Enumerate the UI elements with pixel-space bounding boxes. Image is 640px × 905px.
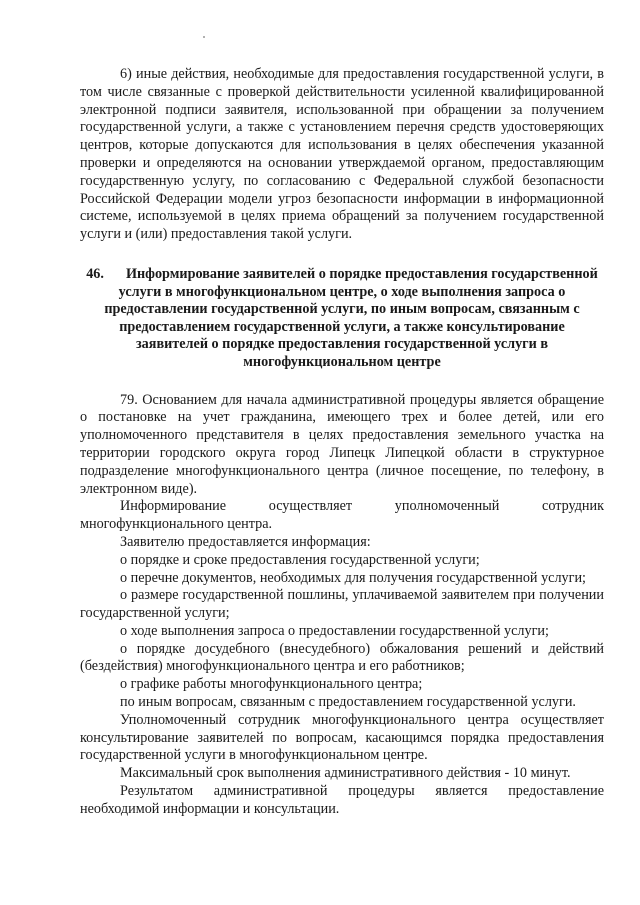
info-item: по иным вопросам, связанным с предоставлением государственной услуги. <box>120 694 576 711</box>
info-item: о порядке досудебного (внесудебного) обжалования решений и действий (бездействия) многофункционального центра и его работников; <box>80 640 604 675</box>
paragraph-b: 6) иные действия, необходимые для предоставления государственной услуги, в том числе связанные с проверкой действительности усиленной квалифицированной электронной подписи заявителя, использованной при обращении за получением государственной услуги, а также с установлением перечня средств удостоверяющих центров, которые допускаются для использования в целях обеспечения указанной проверки и определяются на основании утверждаемой органом, предоставляющим государственную услугу, по согласованию с Федеральной службой безопасности Российской Федерации модели угроз безопасности информации в информационной системе, используемой в целях приема обращений за получением государственной услуги и (или) предоставления такой услуги. <box>80 66 604 243</box>
info-intro: Заявителю предоставляется информация: <box>120 533 371 550</box>
max-time-paragraph: Максимальный срок выполнения административного действия - 10 минут. <box>120 765 571 782</box>
info-item: о ходе выполнения запроса о предоставлении государственной услуги; <box>120 622 549 639</box>
document-body <box>80 66 604 819</box>
info-item: о перечне документов, необходимых для получения государственной услуги; <box>120 569 586 586</box>
info-item: о графике работы многофункционального центра; <box>120 676 423 693</box>
scan-speck <box>203 36 205 38</box>
section-title: Информирование заявителей о порядке предоставления государственной услуги в многофункциональном центре, о ходе выполнения запроса о предоставлении государственной услуги, по иным вопросам, связанным с предоставлением государственной услуги, а также консультирование заявителей о порядке предоставления государственной услуги в многофункциональном центре <box>104 265 598 370</box>
result-paragraph: Результатом административной процедуры является предоставление необходимой информации и консультации. <box>80 783 604 817</box>
info-item: о размере государственной пошлины, уплачиваемой заявителем при получении государственной услуги; <box>80 587 604 622</box>
section-heading <box>80 266 604 372</box>
informing-paragraph: Информирование осуществляет уполномоченный сотрудник многофункционального центра. <box>80 498 604 533</box>
info-item: о порядке и сроке предоставления государственной услуги; <box>120 551 480 568</box>
consulting-paragraph: Уполномоченный сотрудник многофункционального центра осуществляет консультирование заявителей по вопросам, касающимся порядка предоставления государственной услуги в многофункциональном центре. <box>80 711 604 764</box>
section-number: 46. <box>86 265 104 282</box>
paragraph-79: 79. Основанием для начала административной процедуры является обращение о постановке на учет гражданина, имеющего трех и более детей, или его уполномоченного представителя в целях предоставления земельного участка на территории городского округа город Липецк Липецкой области в структурное подразделение многофункционального центра (личное посещение, по телефону, в электронном виде). <box>80 391 604 497</box>
